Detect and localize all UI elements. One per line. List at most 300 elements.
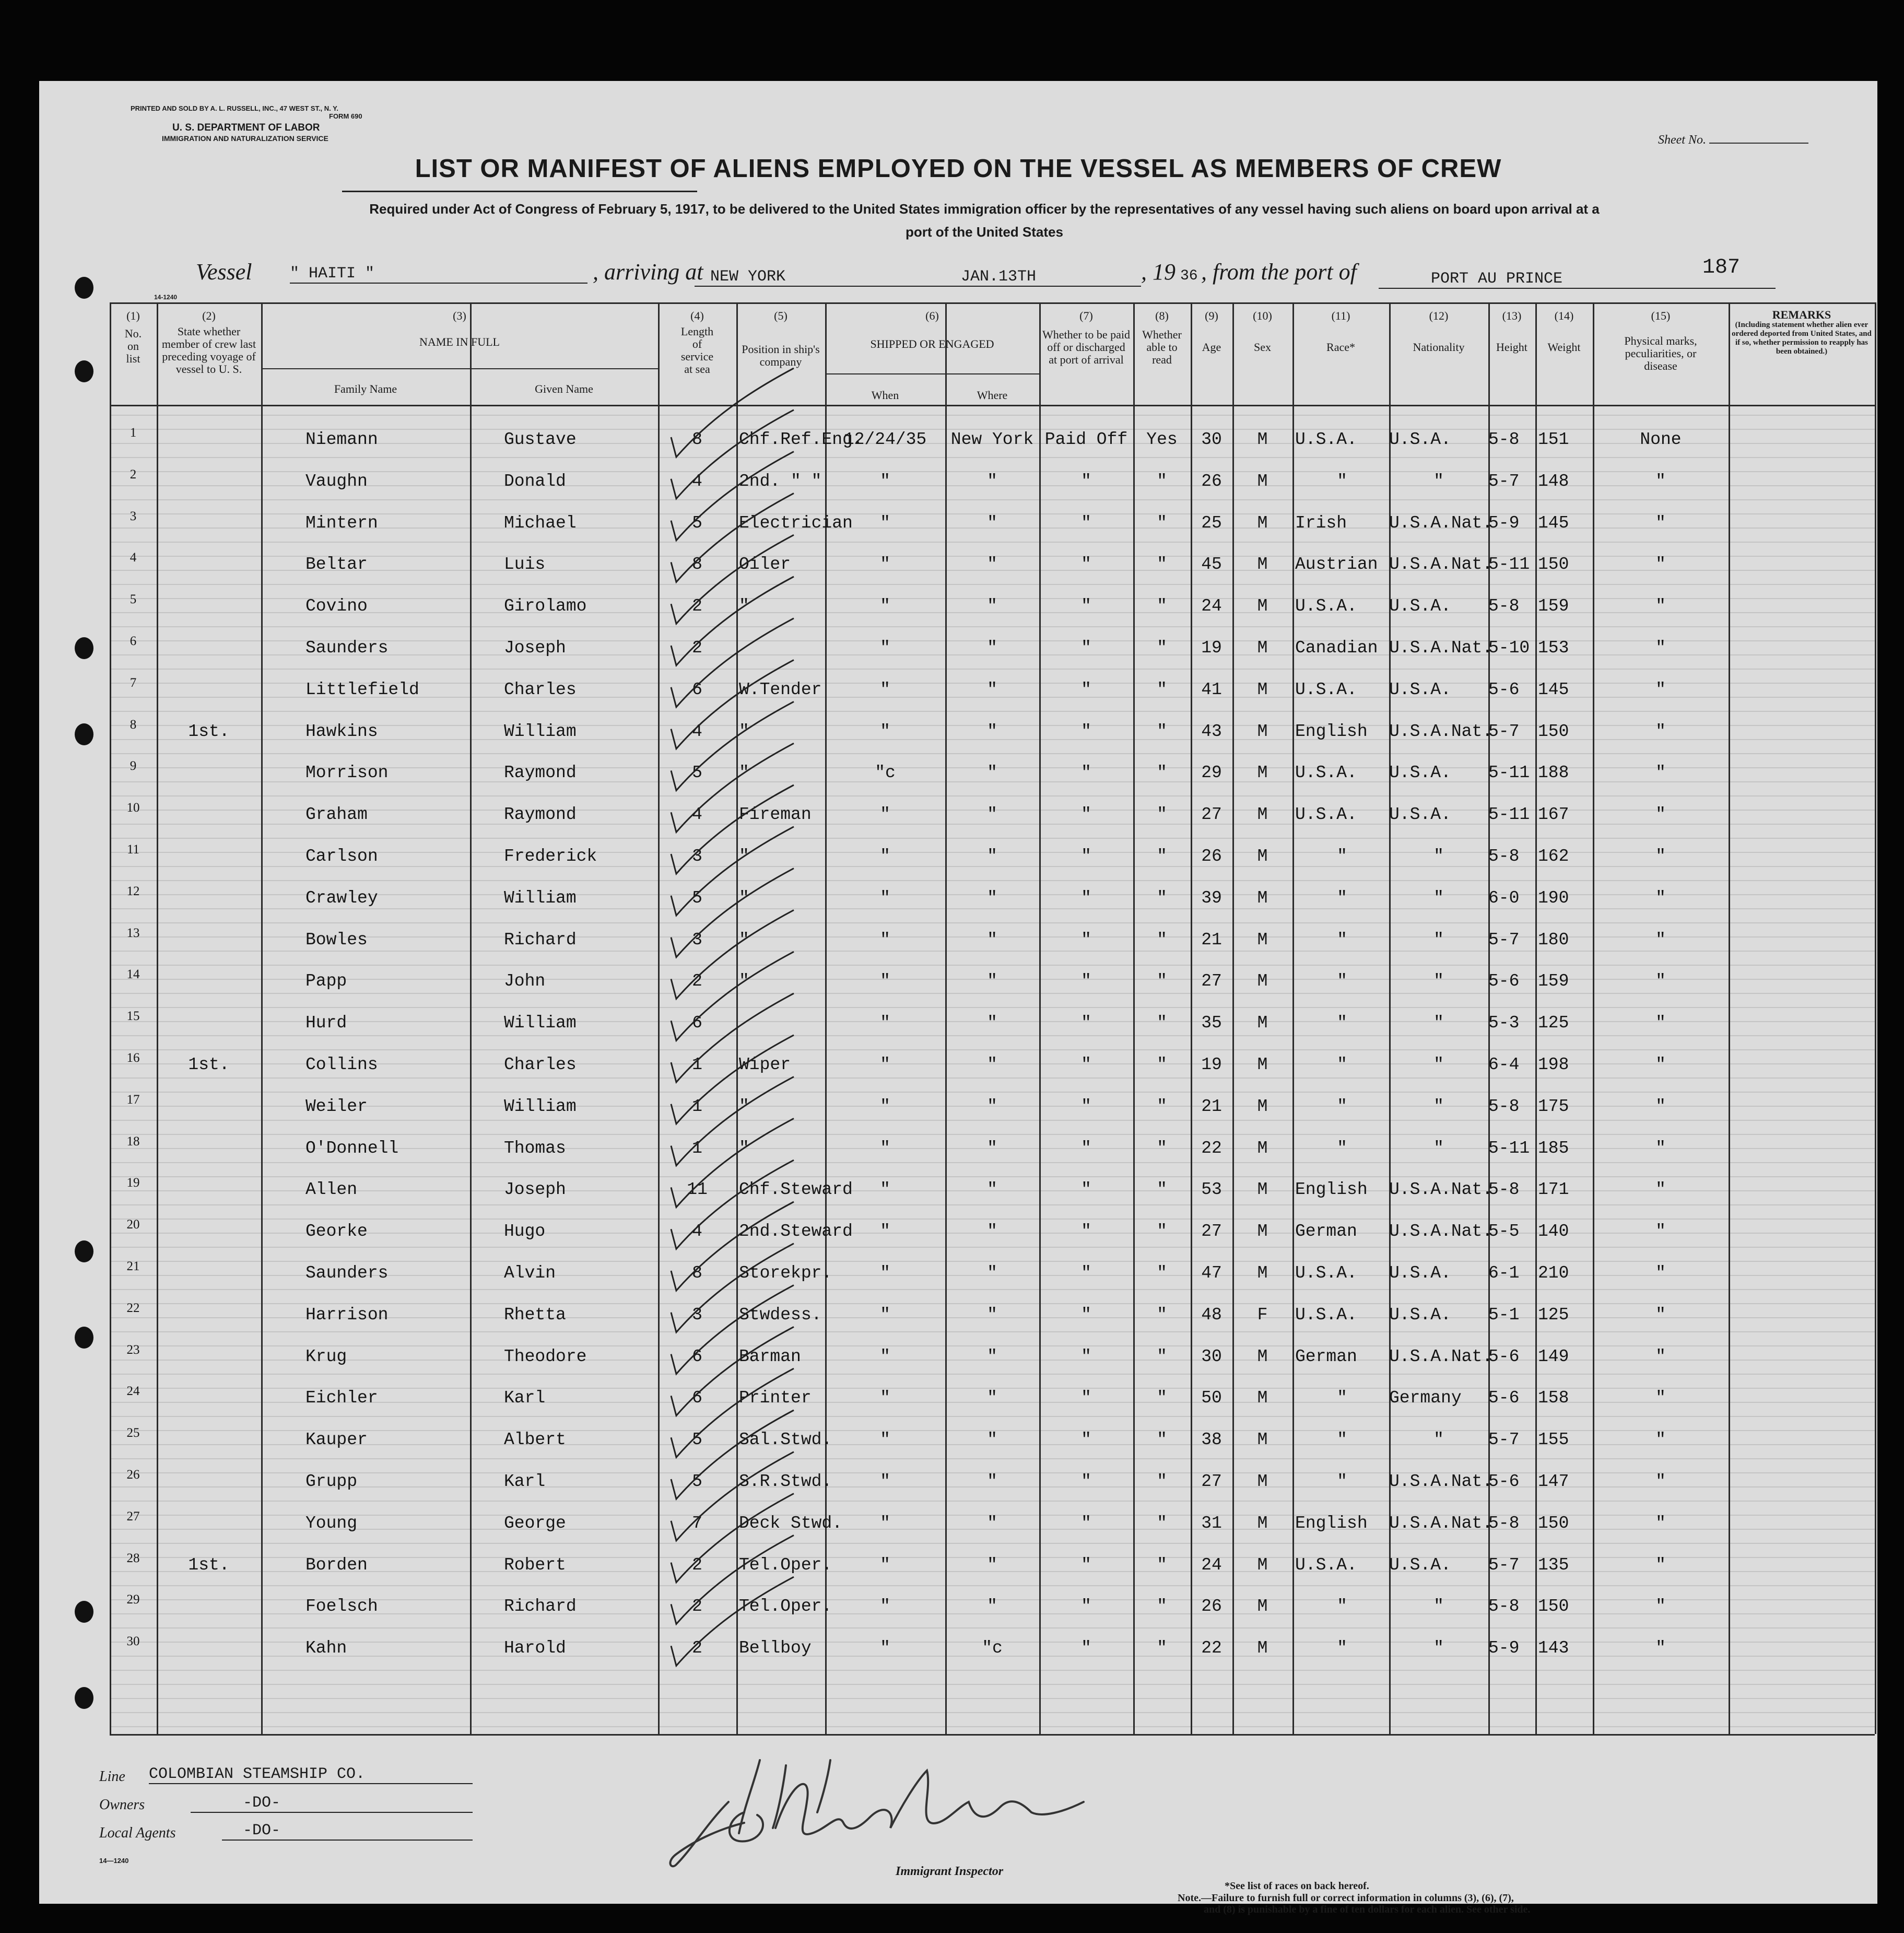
cell-read: " [1157, 1430, 1167, 1450]
cell-paid: " [1081, 1597, 1091, 1616]
cell-given: Robert [504, 1555, 566, 1575]
cell-sex: M [1257, 1180, 1268, 1200]
cell-weight: 135 [1538, 1555, 1569, 1575]
cell-family: Borden [305, 1555, 368, 1575]
cell-sex: M [1257, 555, 1268, 575]
cell-read: " [1157, 596, 1167, 616]
cell-where: " [987, 971, 997, 991]
cell-read: " [1157, 1222, 1167, 1241]
page-number: 187 [1702, 256, 1741, 279]
cell-race: " [1337, 1013, 1347, 1033]
cell-given: Girolamo [504, 596, 587, 616]
col-12-title: Nationality [1413, 341, 1465, 354]
cell-service: 2 [692, 1638, 702, 1658]
cell-service: 8 [692, 555, 702, 575]
cell-height: 5-1 [1488, 1305, 1520, 1325]
cell-no: 3 [130, 509, 137, 523]
punch-hole [75, 1240, 93, 1262]
cell-marks: " [1655, 805, 1666, 825]
cell-given: Theodore [504, 1346, 587, 1366]
cell-where: "c [982, 1638, 1003, 1658]
table-row [39, 759, 1877, 805]
cell-marks: " [1655, 1597, 1666, 1616]
cell-weight: 147 [1538, 1472, 1569, 1491]
cell-when: " [880, 1263, 890, 1283]
cell-sex: M [1257, 1013, 1268, 1033]
cell-when: " [880, 1096, 890, 1116]
cell-paid: " [1081, 513, 1091, 533]
table-header-rule [110, 405, 1875, 406]
table-row [39, 1592, 1877, 1638]
col-4-header [658, 310, 736, 376]
col-14-number: (14) [1554, 309, 1574, 322]
cell-given: Richard [504, 1597, 577, 1616]
cell-family: Beltar [305, 555, 368, 575]
manifest-sheet [39, 81, 1877, 1915]
cell-where: " [987, 1138, 997, 1158]
name-subheader-rule [261, 368, 658, 369]
cell-no: 27 [126, 1509, 140, 1524]
remarks-header [1729, 310, 1875, 356]
cell-when: " [880, 1055, 890, 1074]
cell-family: Vaughn [305, 471, 368, 491]
cell-given: Rhetta [504, 1305, 566, 1325]
cell-sex: M [1257, 1513, 1268, 1533]
table-row [39, 967, 1877, 1013]
cell-when: " [880, 1388, 890, 1408]
cell-paid: " [1081, 721, 1091, 741]
cell-family: Covino [305, 596, 368, 616]
punch-hole [75, 723, 93, 745]
cell-service: 4 [692, 1222, 702, 1241]
cell-when: " [880, 1346, 890, 1366]
cell-nat: Germany [1389, 1388, 1462, 1408]
cell-read: " [1157, 555, 1167, 575]
cell-age: 53 [1201, 1180, 1222, 1200]
cell-weight: 175 [1538, 1096, 1569, 1116]
cell-paid: " [1081, 805, 1091, 825]
cell-family: Georke [305, 1222, 368, 1241]
cell-where: " [987, 930, 997, 950]
punch-hole [75, 277, 93, 299]
cell-where: " [987, 1013, 997, 1033]
cell-marks: None [1640, 430, 1682, 449]
col-4-title: Length of service at sea [680, 325, 714, 376]
cell-weight: 149 [1538, 1346, 1569, 1366]
cell-given: Hugo [504, 1222, 546, 1241]
cell-sex: M [1257, 596, 1268, 616]
cell-service: 3 [692, 930, 702, 950]
cell-marks: " [1655, 1346, 1666, 1366]
cell-height: 5-6 [1488, 1472, 1520, 1491]
col-12-number: (12) [1429, 309, 1449, 322]
col-2-header [157, 310, 261, 376]
cell-family: Hawkins [305, 721, 378, 741]
cell-nat: U.S.A. [1389, 430, 1451, 449]
cell-read: " [1157, 763, 1167, 783]
cell-nat: U.S.A. [1389, 680, 1451, 699]
cell-race: " [1337, 471, 1347, 491]
cell-read: " [1157, 638, 1167, 658]
cell-paid: " [1081, 763, 1091, 783]
cell-height: 5-7 [1488, 471, 1520, 491]
cell-height: 5-8 [1488, 430, 1520, 449]
cell-family: Saunders [305, 1263, 389, 1283]
penalty-note-line-1: Note.—Failure to furnish full or correct information in columns (3), (6), (7), [1178, 1892, 1514, 1904]
cell-race: German [1295, 1222, 1357, 1241]
cell-height: 5-11 [1488, 805, 1530, 825]
cell-marks: " [1655, 471, 1666, 491]
cell-when: " [880, 888, 890, 908]
cell-service: 6 [692, 1388, 702, 1408]
cell-family: Young [305, 1513, 358, 1533]
cell-age: 24 [1201, 596, 1222, 616]
punch-hole [75, 360, 93, 382]
cell-race: " [1337, 1096, 1347, 1116]
cell-nat: U.S.A. [1389, 805, 1451, 825]
cell-race: U.S.A. [1295, 1263, 1357, 1283]
cell-position: Deck Stwd. [739, 1513, 843, 1533]
cell-position: " [739, 1096, 749, 1116]
cell-race: " [1337, 1055, 1347, 1074]
col-13-title: Height [1496, 341, 1527, 354]
cell-paid: " [1081, 930, 1091, 950]
col-6-number: (6) [925, 309, 939, 322]
cell-nat: U.S.A.Nat. [1389, 638, 1493, 658]
col-6b-header: Where [977, 389, 1008, 402]
cell-nat: " [1433, 1013, 1444, 1033]
col-11-number: (11) [1331, 309, 1350, 322]
cell-position: " [739, 721, 749, 741]
cell-paid: " [1081, 1180, 1091, 1200]
cell-nat: " [1433, 1638, 1444, 1658]
cell-read: " [1157, 1513, 1167, 1533]
cell-given: Gustave [504, 430, 577, 449]
col-6-title: SHIPPED OR ENGAGED [870, 337, 994, 350]
cell-nat: U.S.A.Nat. [1389, 1513, 1493, 1533]
cell-marks: " [1655, 596, 1666, 616]
cell-where: " [987, 513, 997, 533]
cell-given: Charles [504, 680, 577, 699]
cell-prev: 1st. [188, 1555, 230, 1575]
col-4-number: (4) [690, 309, 704, 322]
cell-when: " [880, 555, 890, 575]
arrival-date: JAN.13TH [927, 268, 1141, 287]
cell-paid: " [1081, 1472, 1091, 1491]
cell-marks: " [1655, 847, 1666, 866]
cell-position: " [739, 847, 749, 866]
cell-service: 1 [692, 1055, 702, 1074]
cell-sex: M [1257, 721, 1268, 741]
cell-family: Harrison [305, 1305, 389, 1325]
form-code-top: 14-1240 [154, 294, 178, 301]
cell-weight: 150 [1538, 555, 1569, 575]
cell-sex: M [1257, 930, 1268, 950]
cell-marks: " [1655, 1096, 1666, 1116]
cell-no: 21 [126, 1259, 140, 1273]
subtitle-line-2: port of the United States [906, 224, 1063, 240]
cell-nat: U.S.A. [1389, 763, 1451, 783]
cell-race: " [1337, 888, 1347, 908]
page-title: LIST OR MANIFEST OF ALIENS EMPLOYED ON THE VESSEL AS MEMBERS OF CREW [415, 155, 1502, 183]
cell-no: 18 [126, 1134, 140, 1149]
cell-race: " [1337, 930, 1347, 950]
cell-when: " [880, 680, 890, 699]
cell-race: Irish [1295, 513, 1347, 533]
cell-weight: 159 [1538, 596, 1569, 616]
cell-given: William [504, 721, 577, 741]
cell-given: Richard [504, 930, 577, 950]
cell-sex: M [1257, 1638, 1268, 1658]
cell-race: " [1337, 1388, 1347, 1408]
cell-age: 26 [1201, 847, 1222, 866]
department-block [162, 122, 328, 144]
cell-height: 5-10 [1488, 638, 1530, 658]
cell-nat: " [1433, 1096, 1444, 1116]
cell-read: " [1157, 847, 1167, 866]
cell-where: " [987, 596, 997, 616]
cell-read: " [1157, 1597, 1167, 1616]
cell-given: Thomas [504, 1138, 566, 1158]
cell-where: " [987, 1096, 997, 1116]
cell-sex: M [1257, 971, 1268, 991]
table-row [39, 1426, 1877, 1472]
table-row [39, 1009, 1877, 1055]
cell-weight: 125 [1538, 1305, 1569, 1325]
cell-read: " [1157, 888, 1167, 908]
cell-height: 5-7 [1488, 721, 1520, 741]
cell-sex: M [1257, 513, 1268, 533]
cell-service: 2 [692, 971, 702, 991]
cell-height: 5-7 [1488, 1555, 1520, 1575]
cell-read: " [1157, 1055, 1167, 1074]
cell-position: 2nd.Steward [739, 1222, 853, 1241]
cell-position: Storekpr. [739, 1263, 832, 1283]
cell-position: Printer [739, 1388, 812, 1408]
cell-family: Niemann [305, 430, 378, 449]
cell-marks: " [1655, 1638, 1666, 1658]
cell-service: 8 [692, 430, 702, 449]
cell-marks: " [1655, 1430, 1666, 1450]
col-3-title: NAME IN FULL [419, 335, 500, 348]
cell-height: 5-8 [1488, 1096, 1520, 1116]
cell-position: Tel.Oper. [739, 1597, 832, 1616]
cell-race: U.S.A. [1295, 680, 1357, 699]
cell-sex: M [1257, 1472, 1268, 1491]
cell-marks: " [1655, 1180, 1666, 1200]
cell-given: Luis [504, 555, 546, 575]
subtitle [196, 197, 1773, 243]
cell-given: Karl [504, 1472, 546, 1491]
cell-sex: M [1257, 1430, 1268, 1450]
cell-position: S.R.Stwd. [739, 1472, 832, 1491]
form-code-bottom: 14—1240 [99, 1857, 129, 1865]
cell-weight: 167 [1538, 805, 1569, 825]
owners-value: -DO- [191, 1794, 473, 1813]
cell-height: 5-8 [1488, 1180, 1520, 1200]
cell-read: " [1157, 1555, 1167, 1575]
arrival-port: NEW YORK [695, 268, 935, 287]
cell-age: 21 [1201, 1096, 1222, 1116]
cell-where: " [987, 721, 997, 741]
cell-nat: U.S.A.Nat. [1389, 1472, 1493, 1491]
vessel-name: " HAITI " [290, 265, 587, 284]
cell-age: 24 [1201, 1555, 1222, 1575]
cell-race: U.S.A. [1295, 596, 1357, 616]
cell-paid: " [1081, 680, 1091, 699]
cell-where: " [987, 1513, 997, 1533]
cell-position: Wiper [739, 1055, 791, 1074]
col-3-header [261, 310, 658, 348]
cell-service: 8 [692, 1263, 702, 1283]
vessel-label: Vessel [196, 259, 252, 285]
cell-paid: " [1081, 971, 1091, 991]
cell-service: 6 [692, 1013, 702, 1033]
col-6-header [825, 310, 1039, 350]
cell-family: Weiler [305, 1096, 368, 1116]
cell-given: John [504, 971, 546, 991]
cell-no: 10 [126, 801, 140, 815]
table-top-rule [110, 302, 1875, 304]
cell-read: " [1157, 1263, 1167, 1283]
from-port-label: , from the port of [1201, 259, 1357, 285]
races-note: *See list of races on back hereof. [1225, 1880, 1369, 1892]
cell-age: 30 [1201, 430, 1222, 449]
table-row [39, 1051, 1877, 1097]
cell-weight: 151 [1538, 430, 1569, 449]
cell-read: " [1157, 680, 1167, 699]
table-row [39, 467, 1877, 513]
cell-family: Mintern [305, 513, 378, 533]
cell-no: 20 [126, 1217, 140, 1232]
cell-age: 30 [1201, 1346, 1222, 1366]
cell-no: 7 [130, 675, 137, 690]
cell-family: Allen [305, 1180, 358, 1200]
cell-family: Grupp [305, 1472, 358, 1491]
cell-when: "c [875, 763, 896, 783]
table-row [39, 1342, 1877, 1389]
cell-where: " [987, 1388, 997, 1408]
cell-nat: U.S.A. [1389, 1305, 1451, 1325]
cell-no: 23 [126, 1342, 140, 1357]
cell-weight: 159 [1538, 971, 1569, 991]
cell-nat: U.S.A.Nat. [1389, 555, 1493, 575]
department-name: U. S. DEPARTMENT OF LABOR [172, 122, 320, 133]
sheet-label: Sheet No. [1658, 133, 1706, 147]
col-11-header [1292, 310, 1389, 354]
cell-nat: " [1433, 1430, 1444, 1450]
cell-read: " [1157, 805, 1167, 825]
cell-weight: 145 [1538, 513, 1569, 533]
cell-race: U.S.A. [1295, 430, 1357, 449]
cell-family: Kauper [305, 1430, 368, 1450]
col-7-number: (7) [1079, 309, 1093, 322]
cell-no: 22 [126, 1301, 140, 1315]
cell-position: Stwdess. [739, 1305, 822, 1325]
remarks-title: REMARKS [1772, 308, 1831, 321]
cell-age: 50 [1201, 1388, 1222, 1408]
cell-family: Eichler [305, 1388, 378, 1408]
printer-imprint [131, 104, 454, 120]
cell-marks: " [1655, 1305, 1666, 1325]
cell-when: " [880, 1472, 890, 1491]
col-3b-header: Given Name [535, 382, 593, 395]
cell-when: " [880, 1555, 890, 1575]
cell-family: Papp [305, 971, 347, 991]
cell-sex: M [1257, 1597, 1268, 1616]
cell-no: 24 [126, 1384, 140, 1399]
cell-family: O'Donnell [305, 1138, 399, 1158]
cell-race: " [1337, 1638, 1347, 1658]
cell-marks: " [1655, 971, 1666, 991]
cell-when: " [880, 638, 890, 658]
cell-age: 19 [1201, 1055, 1222, 1074]
cell-race: German [1295, 1346, 1357, 1366]
cell-service: 6 [692, 1346, 702, 1366]
table-row [39, 426, 1877, 472]
cell-nat: U.S.A. [1389, 596, 1451, 616]
cell-family: Crawley [305, 888, 378, 908]
cell-where: " [987, 1305, 997, 1325]
cell-paid: " [1081, 1013, 1091, 1033]
cell-age: 41 [1201, 680, 1222, 699]
cell-height: 5-11 [1488, 763, 1530, 783]
table-row [39, 634, 1877, 680]
cell-paid: " [1081, 596, 1091, 616]
cell-prev: 1st. [188, 1055, 230, 1074]
cell-weight: 158 [1538, 1388, 1569, 1408]
cell-height: 5-11 [1488, 555, 1530, 575]
cell-height: 5-8 [1488, 847, 1520, 866]
cell-read: " [1157, 1138, 1167, 1158]
col-2-title: State whether member of crew last preceding voyage of vessel to U. S. [161, 325, 256, 376]
cell-service: 4 [692, 471, 702, 491]
cell-service: 11 [687, 1180, 708, 1200]
col-15-number: (15) [1651, 309, 1671, 322]
table-row [39, 1301, 1877, 1347]
cell-family: Collins [305, 1055, 378, 1074]
cell-given: Michael [504, 513, 577, 533]
table-row [39, 1217, 1877, 1263]
punch-hole [75, 1327, 93, 1349]
cell-service: 5 [692, 513, 702, 533]
cell-nat: " [1433, 888, 1444, 908]
col-8-title: Whether able to read [1142, 328, 1182, 366]
cell-paid: " [1081, 1638, 1091, 1658]
cell-age: 47 [1201, 1263, 1222, 1283]
cell-weight: 171 [1538, 1180, 1569, 1200]
cell-given: Frederick [504, 847, 597, 866]
cell-position: W.Tender [739, 680, 822, 699]
cell-read: " [1157, 1346, 1167, 1366]
col-10-number: (10) [1253, 309, 1272, 322]
cell-weight: 143 [1538, 1638, 1569, 1658]
cell-service: 5 [692, 888, 702, 908]
cell-given: Raymond [504, 805, 577, 825]
col-10-title: Sex [1254, 341, 1271, 354]
cell-nat: " [1433, 1597, 1444, 1616]
cell-nat: " [1433, 930, 1444, 950]
cell-sex: F [1257, 1305, 1268, 1325]
cell-given: Alvin [504, 1263, 556, 1283]
cell-paid: " [1081, 1263, 1091, 1283]
cell-marks: " [1655, 638, 1666, 658]
cell-no: 2 [130, 467, 137, 482]
table-row [39, 1634, 1877, 1680]
penalty-note [1178, 1892, 1530, 1915]
cell-given: Karl [504, 1388, 546, 1408]
cell-no: 6 [130, 634, 137, 648]
